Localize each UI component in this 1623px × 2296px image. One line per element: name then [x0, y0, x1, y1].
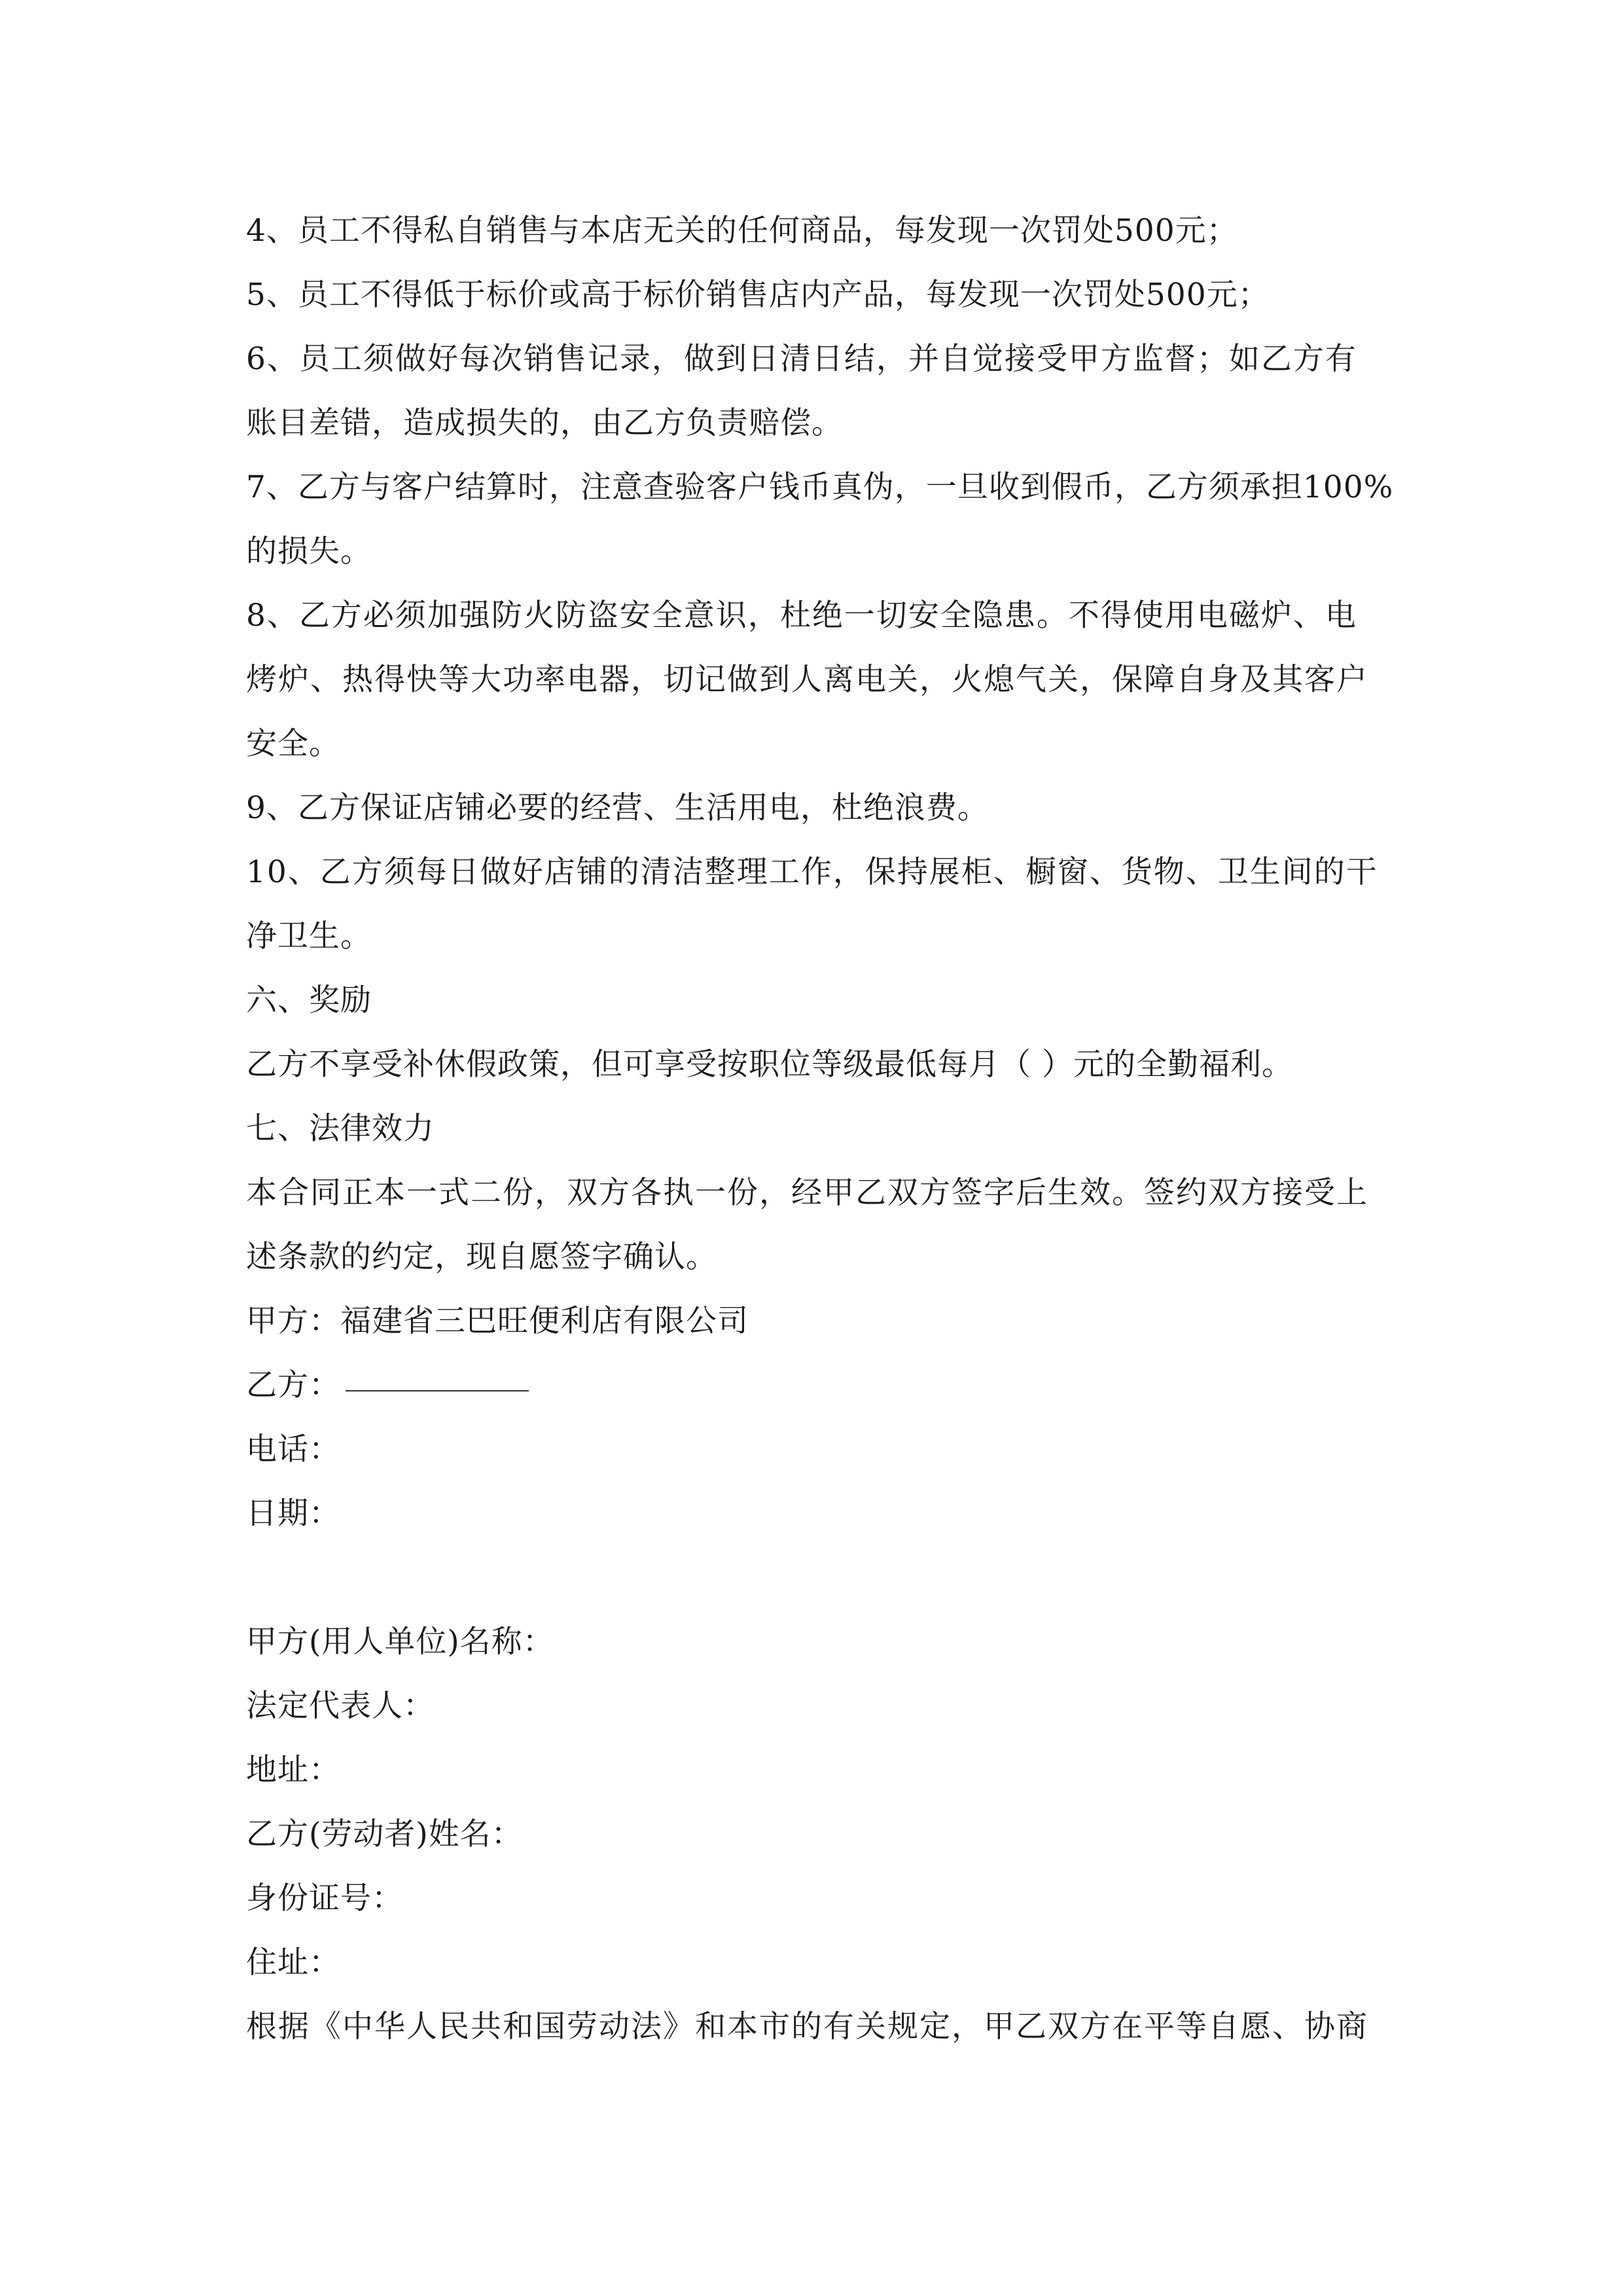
employer-name-line: 甲方(用人单位)名称： [246, 1624, 554, 1660]
clause-line: 本合同正本一式二份，双方各执一份，经甲乙双方签字后生效。签约双方接受上 [246, 1175, 1368, 1211]
clause-line: 烤炉、热得快等大功率电器，切记做到人离电关，火熄气关，保障自身及其客户 [246, 662, 1368, 698]
clause-line: 7、乙方与客户结算时，注意查验客户钱币真伪，一旦收到假币，乙方须承担100% [246, 469, 1394, 505]
clause-line: 的损失。 [246, 533, 372, 569]
party-b-label: 乙方： [246, 1367, 340, 1403]
address-line: 地址： [246, 1752, 340, 1788]
phone-line: 电话： [246, 1431, 340, 1467]
id-number-line: 身份证号： [246, 1880, 403, 1916]
party-b-signature-blank[interactable] [346, 1390, 529, 1391]
legal-representative-line: 法定代表人： [246, 1688, 435, 1724]
clause-line: 10、乙方须每日做好店铺的清洁整理工作，保持展柜、橱窗、货物、卫生间的干 [246, 854, 1378, 890]
clause-line: 4、员工不得私自销售与本店无关的任何商品，每发现一次罚处500元； [246, 213, 1238, 249]
clause-line: 5、员工不得低于标价或高于标价销售店内产品，每发现一次罚处500元； [246, 277, 1270, 313]
clause-line: 乙方不享受补休假政策，但可享受按职位等级最低每月（ ）元的全勤福利。 [246, 1047, 1293, 1083]
clause-line: 述条款的约定，现自愿签字确认。 [246, 1239, 717, 1275]
clause-line: 6、员工须做好每次销售记录，做到日清日结，并自觉接受甲方监督；如乙方有 [246, 341, 1357, 377]
clause-line: 9、乙方保证店铺必要的经营、生活用电，杜绝浪费。 [246, 790, 989, 826]
clause-line: 安全。 [246, 726, 340, 762]
clause-line: 8、乙方必须加强防火防盗安全意识，杜绝一切安全隐患。不得使用电磁炉、电 [246, 598, 1357, 634]
clause-line: 净卫生。 [246, 918, 372, 954]
residence-line: 住址： [246, 1945, 340, 1981]
employee-name-line: 乙方(劳动者)姓名： [246, 1816, 523, 1852]
section-heading: 七、法律效力 [246, 1111, 435, 1147]
agreement-basis-line: 根据《中华人民共和国劳动法》和本市的有关规定，甲乙双方在平等自愿、协商 [246, 2009, 1368, 2045]
section-heading: 六、奖励 [246, 982, 372, 1018]
document-body [246, 199, 1394, 2059]
party-a-line: 甲方：福建省三巴旺便利店有限公司 [246, 1303, 749, 1339]
clause-line: 账目差错，造成损失的，由乙方负责赔偿。 [246, 405, 843, 441]
date-line: 日期： [246, 1496, 340, 1532]
party-b-line [246, 1354, 1378, 1418]
